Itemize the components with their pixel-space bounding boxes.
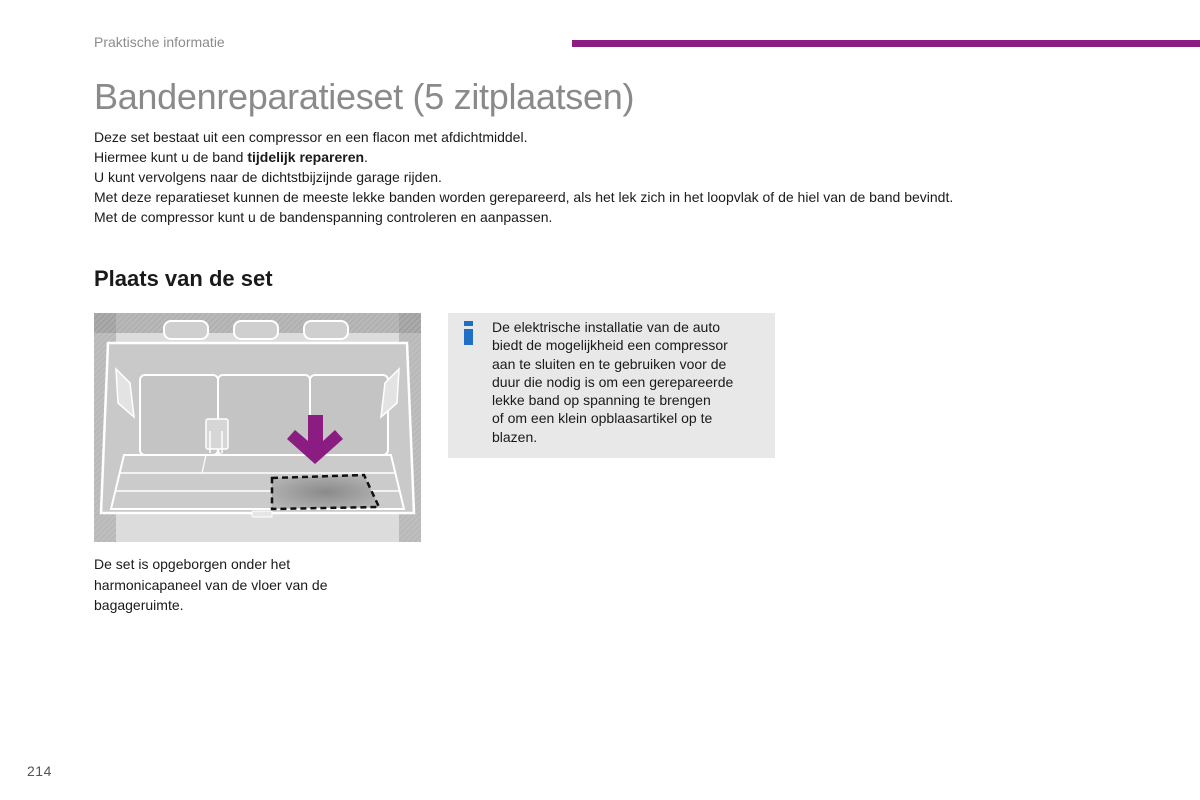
intro-line [94, 147, 1104, 167]
intro-emphasis: tijdelijk repareren [247, 149, 365, 165]
intro-line: Deze set bestaat uit een compressor en een flacon met afdichtmiddel. [94, 129, 528, 145]
caption-line: harmonicapaneel van de vloer van de [94, 576, 328, 593]
caption-line: De set is opgeborgen onder het [94, 556, 291, 572]
info-line: blazen. [492, 428, 538, 445]
intro-line: Met de compressor kunt u de bandenspanning controleren en aanpassen. [94, 209, 553, 225]
info-line: aan te sluiten en te gebruiken voor de [492, 355, 727, 372]
intro-line-suffix: . [364, 149, 368, 165]
page-number: 214 [27, 763, 52, 779]
info-line: lekke band op spanning te brengen [492, 392, 711, 409]
info-line: duur die nodig is om een gerepareerde [492, 373, 734, 390]
info-line: De elektrische installatie van de auto [492, 319, 721, 335]
header-accent-bar [572, 40, 1200, 47]
intro-text [94, 127, 1104, 227]
page-title: Bandenreparatieset (5 zitplaatsen) [94, 76, 635, 117]
trunk-floor-illustration [94, 313, 421, 542]
caption-line: bagageruimte. [94, 597, 184, 613]
info-line: of om een klein opblaasartikel op te [492, 410, 713, 427]
section-heading: Plaats van de set [94, 266, 273, 291]
info-box [448, 313, 775, 458]
info-icon [464, 321, 473, 345]
info-text [492, 318, 767, 446]
info-line: biedt de mogelijkheid een compressor [492, 337, 728, 354]
intro-line: Met deze reparatieset kunnen de meeste lekke banden worden gerepareerd, als het lek zich in het loopvlak of de hiel van de band bevindt. [94, 189, 954, 205]
section-label: Praktische informatie [94, 34, 225, 50]
intro-line: U kunt vervolgens naar de dichtstbijzijnde garage rijden. [94, 169, 442, 185]
intro-line-prefix: Hiermee kunt u de band [94, 149, 248, 165]
figure-caption [94, 554, 394, 616]
